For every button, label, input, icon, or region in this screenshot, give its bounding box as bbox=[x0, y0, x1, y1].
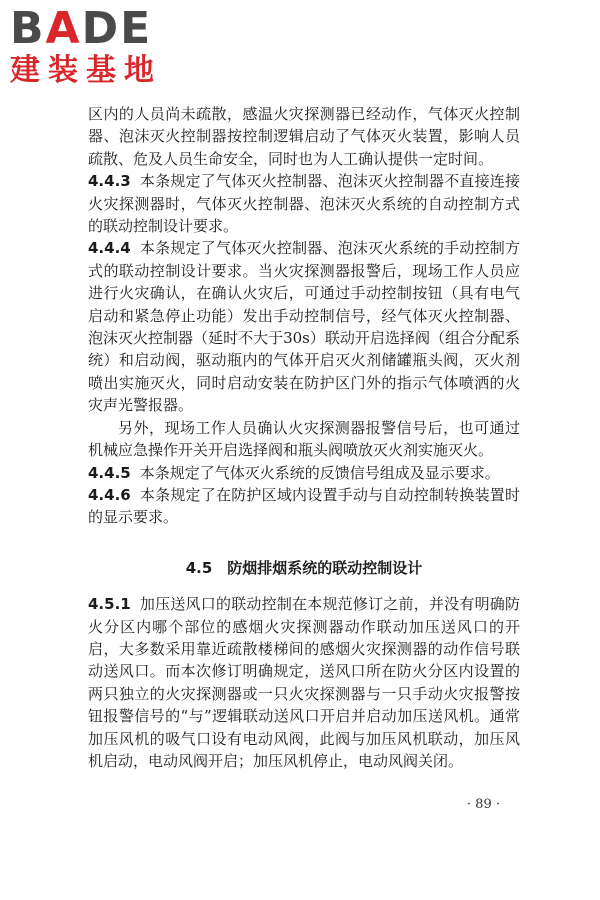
clause-4-4-4: 4.4.4 本条规定了气体灭火控制器、泡沫灭火系统的手动控制方式的联动控制设计要求。当火灾探测器报警后，现场工作人员应进行火灾确认，在确认火灾后，可通过手动控制按钮（具有电气启动和紧急停止功能）发出手动控制信号，经气体灭火控制器、泡沫灭火控制器（延时不大于30s）联动开启选择阀（组合分配系统）和启动阀，驱动瓶内的气体开启灭火剂储罐瓶头阀，灭火剂喷出实施灭火，同时启动安装在防护区门外的指示气体喷洒的火灾声光警报器。 bbox=[88, 239, 520, 415]
brand-logo bbox=[10, 3, 180, 92]
clause-4-4-3: 4.4.3 本条规定了气体灭火控制器、泡沫灭火控制器不直接连接火灾探测器时，气体灭火控制器、泡沫灭火系统的自动控制方式的联动控制设计要求。 bbox=[88, 172, 520, 236]
section-heading: 4.5 防烟排烟系统的联动控制设计 bbox=[185, 558, 423, 577]
document-body bbox=[88, 103, 520, 772]
clause-number: 4.4.4 bbox=[88, 239, 131, 258]
paragraph: 区内的人员尚未疏散，感温火灾探测器已经动作，气体灭火控制器、泡沫灭火控制器按控制逻辑启动了气体灭火装置，影响人员疏散、危及人员生命安全，同时也为人工确认提供一定时间。 bbox=[88, 105, 520, 168]
clause-number: 4.5.1 bbox=[88, 595, 131, 614]
clause-number: 4.4.3 bbox=[88, 172, 131, 191]
logo-subtitle: 建装基地 bbox=[10, 53, 162, 88]
clause-4-5-1: 4.5.1 加压送风口的联动控制在本规范修订之前，并没有明确防火分区内哪个部位的感烟火灾探测器动作联动加压送风口的开启，大多数采用靠近疏散楼梯间的感烟火灾探测器的动作信号联动送风口。而本次修订明确规定，送风口所在防火分区内设置的两只独立的火灾探测器或一只火灾探测器与一只手动火灾报警按钮报警信号的“与”逻辑联动送风口开启并启动加压送风机。通常加压风机的吸气口设有电动风阀，此阀与加压风机联动，加压风机启动，电动风阀开启；加压风机停止，电动风阀关闭。 bbox=[88, 595, 520, 770]
logo-wordmark: BADE bbox=[10, 3, 153, 54]
clause-4-4-6: 4.4.6 本条规定了在防护区域内设置手动与自动控制转换装置时的显示要求。 bbox=[88, 485, 520, 527]
clause-number: 4.4.5 bbox=[88, 463, 131, 482]
clause-number: 4.4.6 bbox=[88, 485, 131, 504]
page-number: · 89 · bbox=[466, 797, 500, 812]
paragraph: 另外，现场工作人员确认火灾探测器报警信号后，也可通过机械应急操作开关开启选择阀和瓶头阀喷放灭火剂实施灭火。 bbox=[88, 418, 520, 460]
clause-4-4-5: 4.4.5 本条规定了气体灭火系统的反馈信号组成及显示要求。 bbox=[88, 463, 500, 482]
